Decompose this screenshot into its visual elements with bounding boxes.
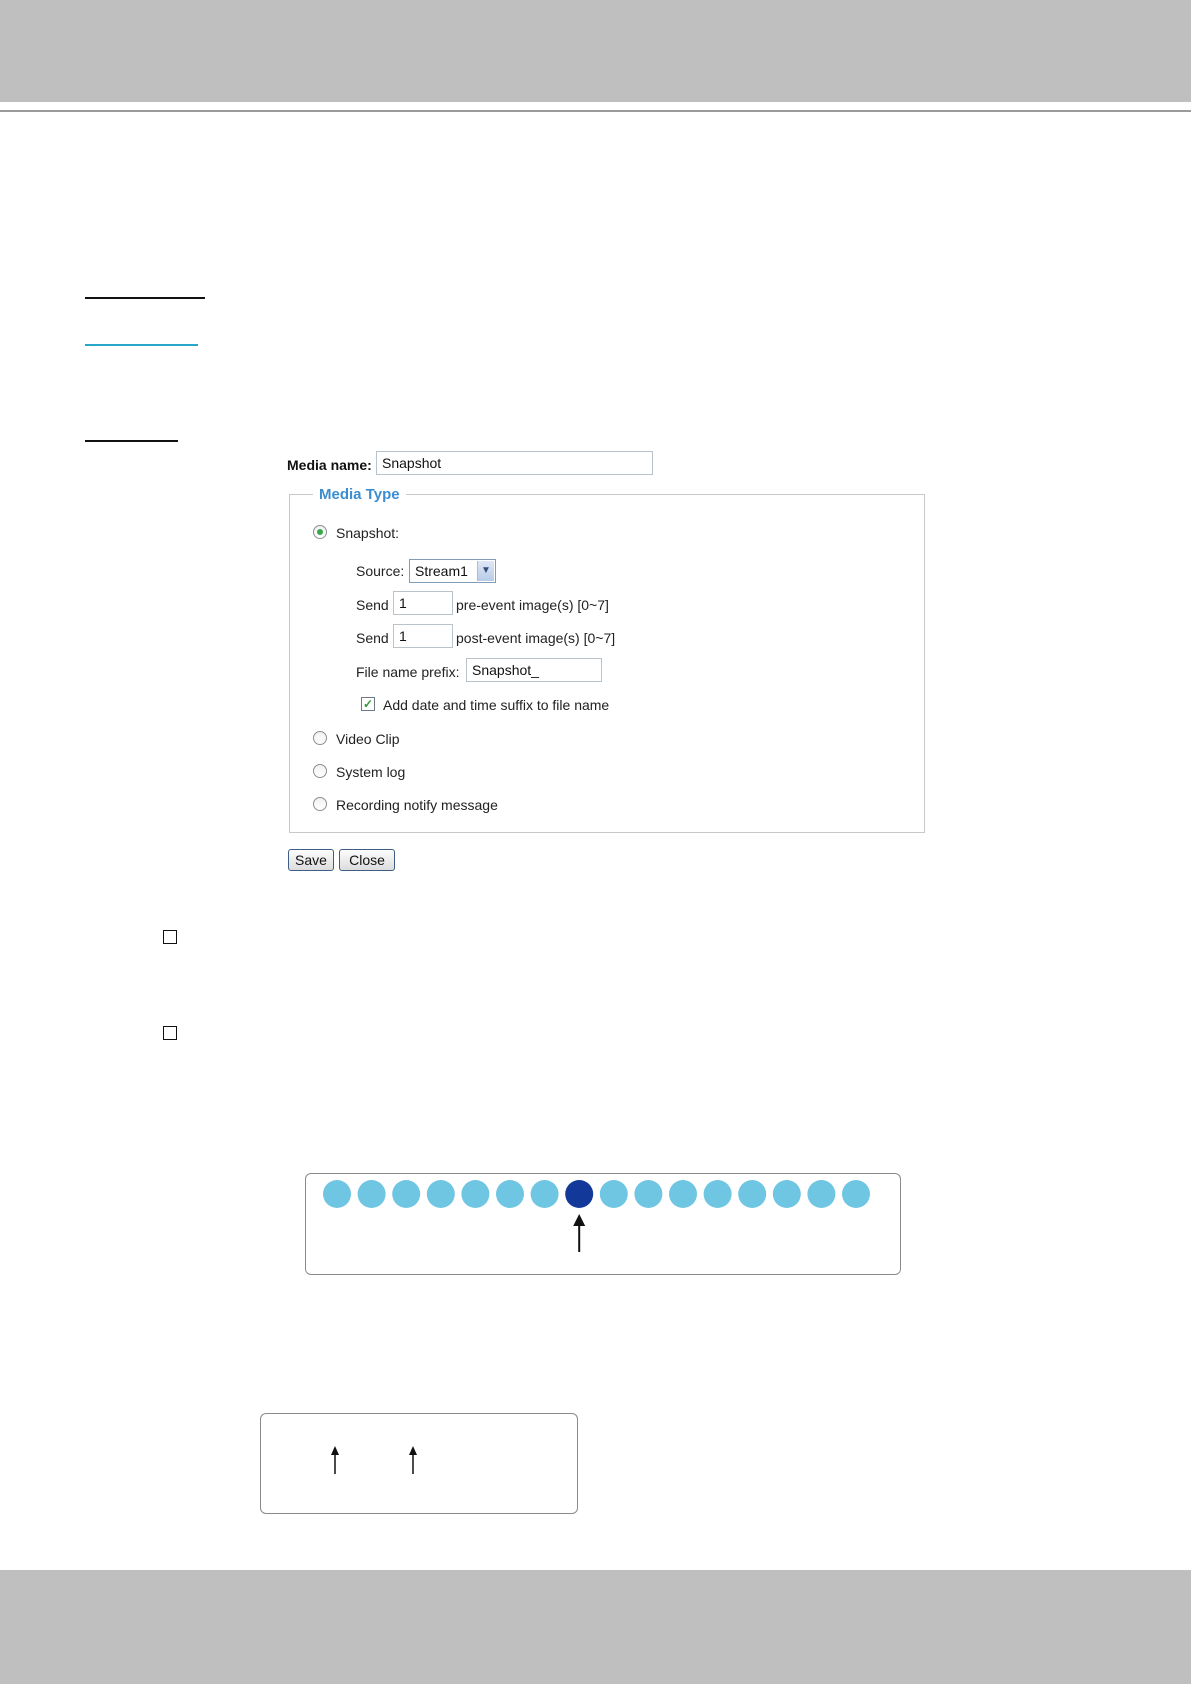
post-event-input[interactable] bbox=[393, 624, 453, 648]
media-name-label: Media name: bbox=[287, 457, 372, 473]
checkbox-bullet-1 bbox=[163, 930, 177, 944]
video-clip-label: Video Clip bbox=[336, 731, 400, 747]
media-name-input[interactable] bbox=[376, 451, 653, 475]
pre-event-input[interactable] bbox=[393, 591, 453, 615]
send-pre-label: Send bbox=[356, 597, 389, 613]
image-sequence-panel bbox=[305, 1173, 901, 1275]
post-event-text: post-event image(s) [0~7] bbox=[456, 630, 616, 646]
close-button[interactable]: Close bbox=[339, 849, 395, 871]
interval-panel bbox=[260, 1413, 578, 1514]
snapshot-label: Snapshot: bbox=[336, 525, 400, 541]
heading-underline-1 bbox=[85, 297, 205, 299]
send-post-label: Send bbox=[356, 630, 389, 646]
recording-notify-radio[interactable] bbox=[313, 797, 327, 811]
source-label: Source: bbox=[356, 563, 405, 579]
suffix-checkbox[interactable] bbox=[361, 697, 375, 711]
video-clip-radio[interactable] bbox=[313, 731, 327, 745]
chevron-down-icon[interactable]: ▼ bbox=[477, 561, 494, 581]
header-rule bbox=[0, 110, 1191, 112]
footer-band bbox=[0, 1570, 1191, 1684]
checkmark-icon: ✓ bbox=[362, 697, 374, 711]
checkbox-bullet-2 bbox=[163, 1026, 177, 1040]
link-underline[interactable] bbox=[85, 344, 198, 346]
pre-event-text: pre-event image(s) [0~7] bbox=[456, 597, 609, 613]
suffix-checkbox-label: Add date and time suffix to file name bbox=[383, 697, 610, 713]
file-prefix-label: File name prefix: bbox=[356, 664, 460, 680]
system-log-radio[interactable] bbox=[313, 764, 327, 778]
file-prefix-input[interactable] bbox=[466, 658, 602, 682]
system-log-label: System log bbox=[336, 764, 406, 780]
header-band bbox=[0, 0, 1191, 102]
recording-notify-label: Recording notify message bbox=[336, 797, 498, 813]
media-type-legend: Media Type bbox=[313, 486, 406, 503]
source-select-value: Stream1 bbox=[415, 563, 468, 579]
heading-underline-2 bbox=[85, 440, 178, 442]
source-select[interactable] bbox=[409, 559, 496, 583]
snapshot-radio[interactable] bbox=[313, 525, 327, 539]
save-button[interactable]: Save bbox=[288, 849, 334, 871]
